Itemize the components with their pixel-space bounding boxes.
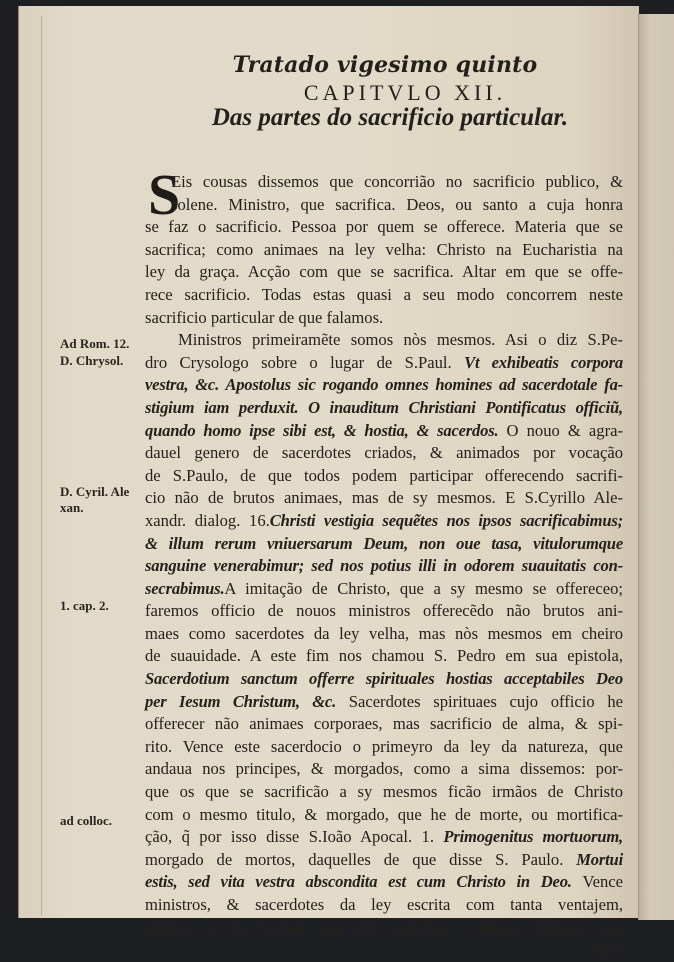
margin-note: Ad Rom. 12. <box>60 336 130 351</box>
text-line <box>145 691 623 714</box>
text-span: O nouo & agra- <box>506 420 623 440</box>
latin-quote: Primogenitus mortuorum, <box>443 827 623 847</box>
text-line: ministros, & sacerdotes da ley escrita com tanta ventajem, <box>145 895 623 914</box>
drop-cap: S <box>148 162 181 227</box>
latin-quote: Mortui <box>576 849 623 869</box>
text-line <box>145 578 623 601</box>
facing-page-edge <box>638 14 674 920</box>
text-span: morgado de mortos, daquelles de que disse S. Paulo. <box>145 849 564 869</box>
margin-note: 1. cap. 2. <box>60 598 109 613</box>
text-line: que os que se sacrificão a sy mesmos ficão irmãos de Christo <box>145 782 623 802</box>
margin-note: D. Cyril. Ale xan. <box>60 484 130 515</box>
text-line: dauel genero de sacerdotes criados, & animados por vocação <box>145 443 623 463</box>
text-line: com o mesmo titulo, & morgado, que he de morte, ou mortifica- <box>145 804 623 824</box>
text-line: de S.Paulo, de que todos podem participar offerecendo sacrifi- <box>145 465 623 485</box>
text-line <box>145 826 623 849</box>
text-span: dro Crysologo sobre o lugar de S.Paul. <box>145 352 452 372</box>
latin-quote: Christi vestigia sequẽtes nos ipsos sacrificabimus; <box>269 510 623 530</box>
text-line: Eis cousas dissemos que concorrião no sacrificio publico, & <box>171 172 623 191</box>
latin-line: stigium iam perduxit. O inauditum Christiani Pontificatus officiũ, <box>145 397 623 417</box>
latin-line: Sacerdotium sanctum offerre spirituales hostias acceptabiles Deo <box>145 669 623 689</box>
text-line: solene. Ministro, que sacrifica. Deos, ou santo a cuja honra <box>171 194 623 214</box>
text-span: ção, q̃ por isso disse S.Ioão Apocal. 1. <box>145 827 434 847</box>
body-text <box>145 162 624 962</box>
text-line: faremos officio de nouos ministros offerecẽdo não brutos ani- <box>145 601 623 621</box>
text-line: rito. Vence este sacerdocio o primeyro da ley da natureza, que <box>145 736 623 756</box>
text-line: de suauidade. A este fim nos chamou S. Pedro em sua epistola, <box>145 646 623 666</box>
text-span: Vence <box>582 872 623 892</box>
text-line: offerecer não animaes corporaes, mas sacrificio de alma, & spi- <box>145 714 623 734</box>
running-title: Tratado vigesimo quinto <box>232 52 538 78</box>
text-line <box>145 510 623 533</box>
text-line: ley da graça. Acção com que se sacrifica. Altar em que se offe- <box>145 262 623 282</box>
text-span: xandr. dialog. 16. <box>145 510 270 530</box>
latin-quote: secrabimus. <box>145 578 225 598</box>
text-span: A imitação de Christo, que a sy mesmo se offereceo; <box>224 578 623 598</box>
margin-note: D. Chrysol. <box>60 353 124 368</box>
text-line <box>145 352 623 375</box>
text-line: rece sacrificio. Todas estas quasi a seu modo concorrem neste <box>145 284 623 304</box>
text-line <box>145 420 623 443</box>
page-header <box>140 52 620 132</box>
text-span: Sacerdotes spirituaes cujo officio he <box>348 691 624 711</box>
catchword: elles <box>592 940 623 960</box>
chapter-title: Das partes do sacrificio particular. <box>211 104 569 131</box>
margin-note: ad colloc. <box>60 813 112 828</box>
text-line: andaua nos principes, & morgados, como a sima dissemos: por- <box>145 759 623 779</box>
text-line: cio não de brutos animaes, mas de sy mesmos. E S.Cyrillo Ale- <box>145 488 623 508</box>
page-border-line <box>41 16 42 916</box>
text-line: sacrificio particular de que falamos. <box>145 307 384 327</box>
text-line <box>145 849 623 872</box>
latin-quote: Vt exhibeatis corpora <box>464 352 623 372</box>
latin-line: vestra, &c. Apostolus sic rogando omnes homines ad sacerdotale fa- <box>145 375 623 395</box>
text-line: Ministros primeiramẽte somos nòs mesmos. Asi o diz S.Pe- <box>178 330 623 350</box>
text-line: sacrifica; como animaes na ley velha: Christo na Eucharistia na <box>145 239 623 259</box>
latin-quote: quando homo ipse sibi est, & hostia, & sacerdos. <box>145 420 499 440</box>
chapter-number: CAPITVLO XII. <box>303 80 507 105</box>
latin-line: sanguine venerabimur; sed nos potius illi in odorem suauitatis con- <box>145 556 623 576</box>
text-line: quanta vai de homem que elle sacrifica a brutos animaes que <box>145 917 623 937</box>
latin-line: & illum rerum vniuersarum Deum, non oue tasa, vitulorumque <box>145 533 623 553</box>
text-line: se faz o sacrificio. Pessoa por quem se offerece. Materia que se <box>145 217 623 237</box>
latin-quote: estis, sed vita vestra abscondita est cum Christo in Deo. <box>145 872 572 892</box>
text-line <box>145 871 623 894</box>
latin-quote: per Iesum Christum, &c. <box>145 691 337 711</box>
text-line: maes como sacerdotes da ley velha, mas nòs mesmos em cheiro <box>145 623 623 643</box>
